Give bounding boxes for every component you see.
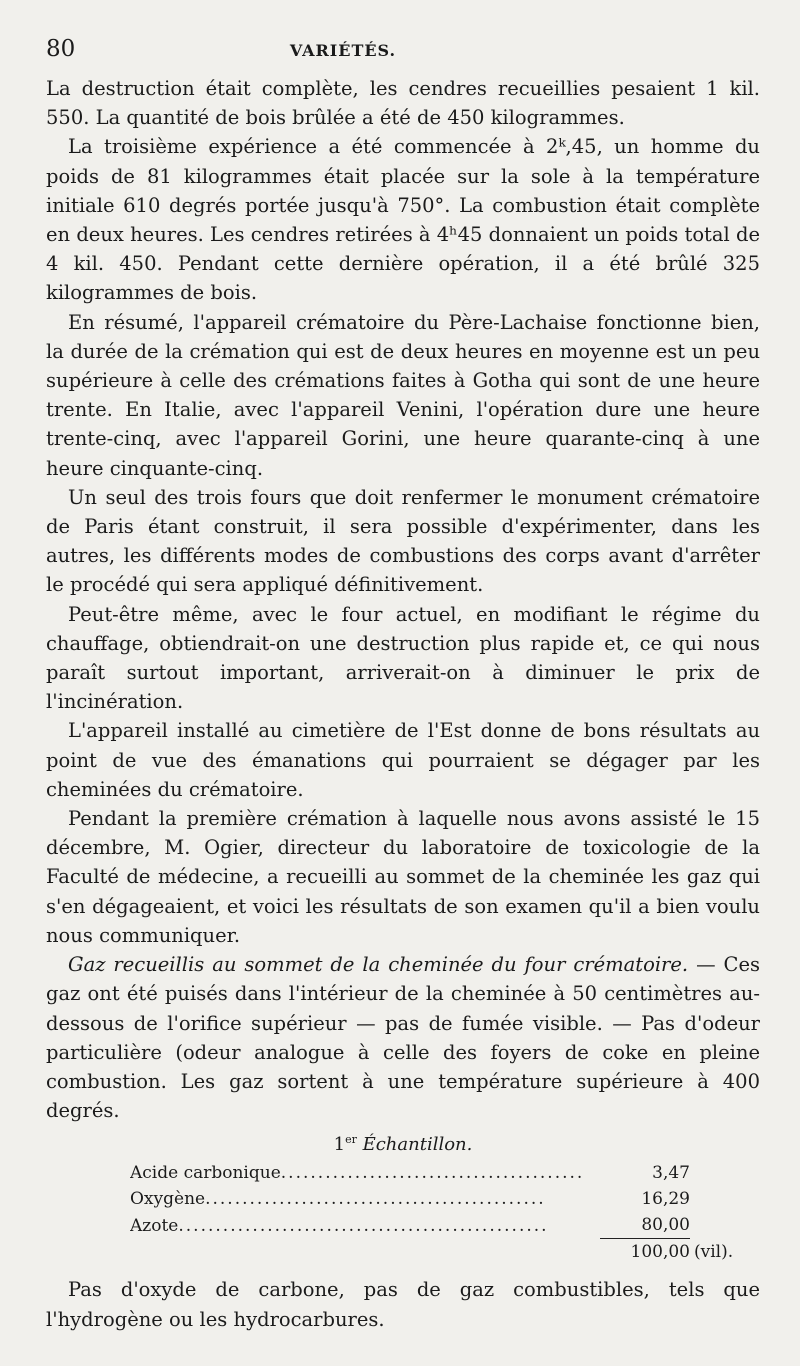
gas-value: 3,47	[652, 1163, 690, 1184]
gas-value: 80,00	[641, 1215, 690, 1236]
gas-results-table	[130, 1160, 733, 1265]
leader-dots: ..............................................	[205, 1189, 546, 1210]
paragraph: Pendant la première crémation à laquelle nous avons assisté le 15 décembre, M. Ogier, directeur du laboratoire de toxicologie de la Faculté de médecine, a recueilli au sommet de la cheminée les gaz qui s'en dégageaient, et voici les résultats de son examen qu'il a bien voulu nous communiquer.	[46, 807, 760, 947]
total-unit: (vil).	[694, 1242, 734, 1263]
table-row	[130, 1212, 733, 1239]
gas-value: 16,29	[641, 1189, 690, 1210]
body-text	[46, 74, 760, 1334]
gas-text: — Ces gaz ont été puisés dans l'intérieur de la cheminée à 50 centimètres au-dessous de l'orifice supérieur — pas de fumée visible. — Pas d'odeur particulière (odeur analogue à celle des foyers de coke en pleine combustion. Les gaz sortent à une température supérieure à 400 degrés.	[46, 953, 761, 1123]
table-row	[130, 1160, 733, 1186]
paragraph: Un seul des trois fours que doit renfermer le monument crématoire de Paris étant construit, il sera possible d'expérimenter, dans les autres, les différents modes de combustions des corps avant d'arrêter le procédé qui sera appliqué définitivement.	[46, 485, 760, 597]
page-header	[46, 36, 760, 74]
paragraph: La destruction était complète, les cendres recueillies pesaient 1 kil. 550. La quantité de bois brûlée a été de 450 kilogrammes.	[46, 77, 760, 130]
paragraph: La troisième expérience a été commencée à 2ᵏ,45, un homme du poids de 81 kilogrammes était placée sur la sole à la température initiale 610 degrés portée jusqu'à 750°. La combustion était complète en deux heures. Les cendres retirées à 4ʰ45 donnaient un poids total de 4 kil. 450. Pendant cette dernière opération, il a été brûlé 325 kilogrammes de bois.	[46, 135, 760, 305]
page-number: 80	[46, 36, 76, 62]
table-row	[130, 1186, 733, 1212]
gas-name: Oxygène	[130, 1189, 206, 1210]
leader-dots: .........................................	[280, 1163, 585, 1184]
paragraph: Peut-être même, avec le four actuel, en modifiant le régime du chauffage, obtiendrait-on une destruction plus rapide et, ce qui nous paraît surtout important, arriverait-on à diminuer le prix de l'incinération.	[46, 602, 760, 714]
gas-name: Azote	[130, 1215, 179, 1236]
leader-dots: ..................................................	[178, 1215, 549, 1236]
paragraph: L'appareil installé au cimetière de l'Est donne de bons résultats au point de vue des émanations qui pourraient se dégager par les cheminées du crématoire.	[46, 719, 760, 801]
gas-paragraph	[46, 950, 760, 1125]
gas-name: Acide carbonique	[130, 1163, 281, 1184]
sample-heading	[46, 1127, 760, 1158]
total-row	[130, 1239, 733, 1266]
running-head: VARIÉTÉS.	[289, 41, 397, 60]
sample-number-suffix: er	[345, 1133, 357, 1147]
paragraph: En résumé, l'appareil crématoire du Père-Lachaise fonctionne bien, la durée de la crémation qui est de deux heures en moyenne est un peu supérieure à celle des crémations faites à Gotha qui sont de une heure trente. En Italie, avec l'appareil Venini, l'opération dure une heure trente-cinq, avec l'appareil Gorini, une heure quarante-cinq à une heure cinquante-cinq.	[46, 310, 760, 480]
final-paragraph: Pas d'oxyde de carbone, pas de gaz combustibles, tels que l'hydrogène ou les hydrocarbures.	[46, 1278, 760, 1331]
gas-title: Gaz recueillis au sommet de la cheminée du four crématoire.	[68, 953, 689, 977]
total-value: 100,00	[600, 1239, 690, 1266]
sample-label: Échantillon.	[362, 1134, 473, 1156]
sample-number: 1	[333, 1134, 346, 1156]
